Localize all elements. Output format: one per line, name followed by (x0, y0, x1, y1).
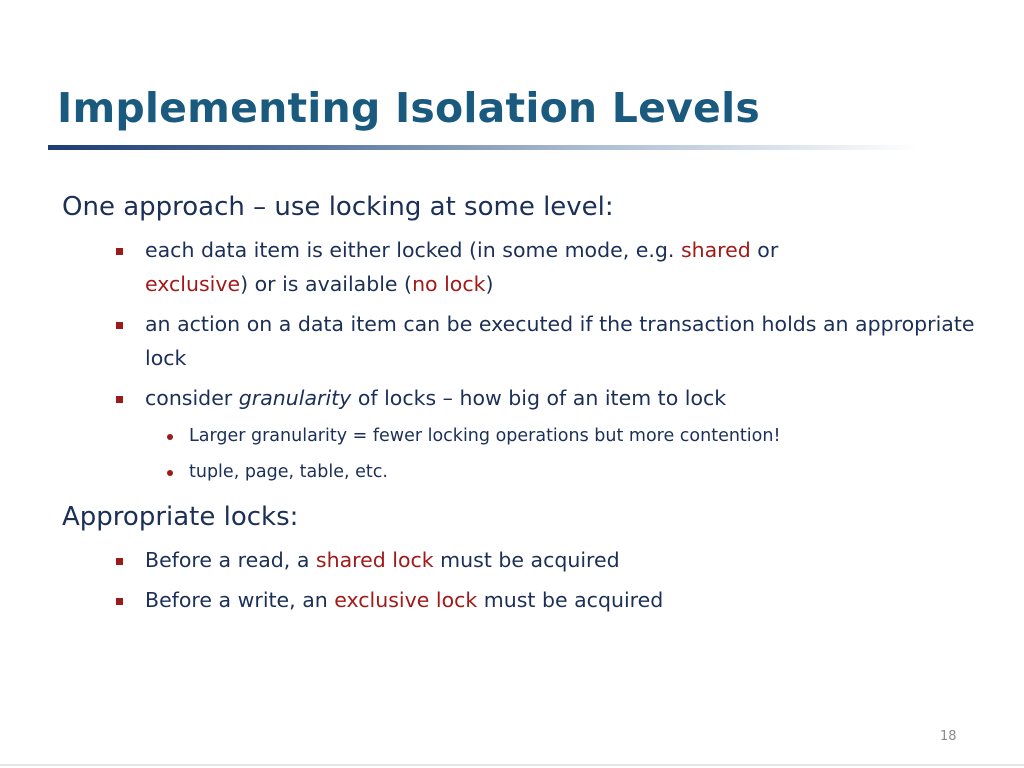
sub-bullet-text: tuple, page, table, etc. (189, 462, 388, 482)
bullet-text: ) or is available ( (240, 272, 413, 296)
term-exclusive-lock: exclusive lock (334, 588, 478, 612)
square-bullet-icon (116, 248, 123, 255)
footer-divider (0, 764, 1024, 766)
bullet-text: Before a read, a (145, 548, 316, 572)
bullet-text: ) (485, 272, 494, 296)
term-granularity: granularity (238, 386, 352, 410)
sub-bullet-examples (62, 457, 982, 487)
page-number: 18 (940, 729, 957, 744)
bullet-text: or (750, 238, 779, 262)
square-bullet-icon (116, 322, 123, 329)
term-exclusive: exclusive (145, 272, 241, 296)
section-heading-appropriate-locks: Appropriate locks: (62, 502, 299, 532)
bullet-action-execution (62, 307, 982, 375)
term-no-lock: no lock (412, 272, 486, 296)
sub-bullet-text: Larger granularity = fewer locking operations but more contention! (189, 426, 781, 446)
round-bullet-icon (167, 434, 173, 440)
square-bullet-icon (116, 558, 123, 565)
slide-title: Implementing Isolation Levels (57, 84, 760, 132)
bullet-text: must be acquired (433, 548, 620, 572)
slide-body (62, 189, 982, 623)
bullet-text: consider (145, 386, 239, 410)
section-heading-approach: One approach – use locking at some level: (62, 192, 614, 222)
bullet-text: Before a write, an (145, 588, 335, 612)
bullet-text: an action on a data item can be executed if the transaction holds an appropriate lock (145, 312, 975, 370)
square-bullet-icon (116, 396, 123, 403)
bullet-read-lock (62, 543, 982, 577)
round-bullet-icon (167, 470, 173, 476)
bullet-write-lock (62, 583, 982, 617)
bullet-granularity (62, 381, 982, 415)
term-shared: shared (680, 238, 751, 262)
bullet-text: of locks – how big of an item to lock (351, 386, 727, 410)
sub-bullet-contention (62, 421, 982, 451)
bullet-text: each data item is either locked (in some mode, e.g. (145, 238, 681, 262)
title-divider (48, 145, 918, 150)
term-shared-lock: shared lock (315, 548, 434, 572)
bullet-text: must be acquired (477, 588, 664, 612)
square-bullet-icon (116, 598, 123, 605)
bullet-lock-modes (62, 233, 982, 301)
